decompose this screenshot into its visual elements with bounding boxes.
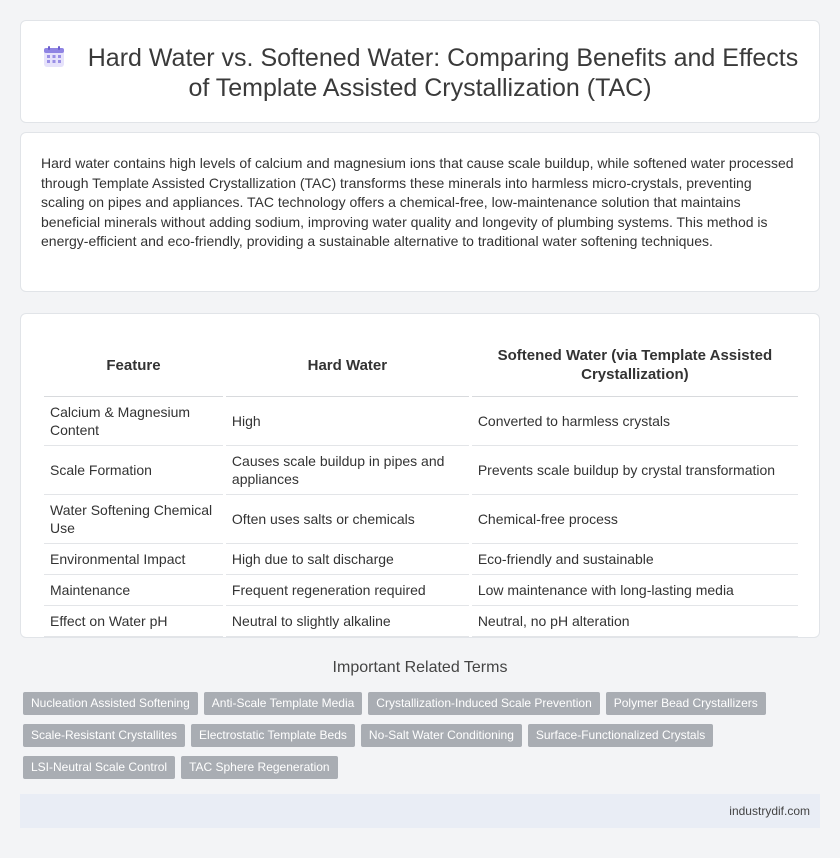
table-cell: Frequent regeneration required <box>226 575 469 606</box>
page-title-wrap <box>21 43 819 103</box>
table-cell: Causes scale buildup in pipes and appliances <box>226 446 469 495</box>
table-cell: Maintenance <box>44 575 223 606</box>
related-term-tag[interactable]: Anti-Scale Template Media <box>204 692 363 715</box>
related-term-tag[interactable]: Electrostatic Template Beds <box>191 724 355 747</box>
table-cell: Converted to harmless crystals <box>472 397 798 446</box>
table-row <box>44 495 798 544</box>
comparison-table-card <box>20 313 820 638</box>
table-row <box>44 397 798 446</box>
table-cell: Prevents scale buildup by crystal transformation <box>472 446 798 495</box>
table-cell: Often uses salts or chemicals <box>226 495 469 544</box>
table-header-row <box>44 334 798 397</box>
table-row <box>44 575 798 606</box>
calendar-icon <box>42 45 66 69</box>
header-feature: Feature <box>44 334 223 397</box>
table-cell: Chemical-free process <box>472 495 798 544</box>
related-terms-title: Important Related Terms <box>332 659 508 676</box>
table-cell: High <box>226 397 469 446</box>
table-cell: Low maintenance with long-lasting media <box>472 575 798 606</box>
title-card <box>20 20 820 123</box>
related-term-tag[interactable]: Scale-Resistant Crystallites <box>23 724 185 747</box>
page-title: Hard Water vs. Softened Water: Comparing Benefits and Effects of Template Assisted Crystallization (TAC) <box>87 44 799 102</box>
related-term-tag[interactable]: LSI-Neutral Scale Control <box>23 756 175 779</box>
related-term-tag[interactable]: Crystallization-Induced Scale Prevention <box>368 692 599 715</box>
table-cell: Environmental Impact <box>44 544 223 575</box>
related-term-tag[interactable]: Nucleation Assisted Softening <box>23 692 198 715</box>
table-row <box>44 606 798 637</box>
table-row <box>44 446 798 495</box>
table-cell: Water Softening Chemical Use <box>44 495 223 544</box>
table-cell: Neutral to slightly alkaline <box>226 606 469 637</box>
table-cell: Eco-friendly and sustainable <box>472 544 798 575</box>
footer-bar <box>20 794 820 828</box>
table-cell: Scale Formation <box>44 446 223 495</box>
comparison-table <box>41 334 801 637</box>
table-cell: Calcium & Magnesium Content <box>44 397 223 446</box>
footer-site-link[interactable]: industrydif.com <box>729 804 810 818</box>
header-softened-water: Softened Water (via Template Assisted Crystallization) <box>472 334 798 397</box>
related-term-tag[interactable]: No-Salt Water Conditioning <box>361 724 522 747</box>
related-terms-list <box>23 692 803 788</box>
related-term-tag[interactable]: TAC Sphere Regeneration <box>181 756 338 779</box>
table-row <box>44 544 798 575</box>
table-cell: High due to salt discharge <box>226 544 469 575</box>
related-term-tag[interactable]: Polymer Bead Crystallizers <box>606 692 766 715</box>
related-term-tag[interactable]: Surface-Functionalized Crystals <box>528 724 713 747</box>
header-hard-water: Hard Water <box>226 334 469 397</box>
table-cell: Neutral, no pH alteration <box>472 606 798 637</box>
table-cell: Effect on Water pH <box>44 606 223 637</box>
intro-card <box>20 132 820 292</box>
intro-paragraph: Hard water contains high levels of calcium and magnesium ions that cause scale buildup, while softened water processed through Template Assisted Crystallization (TAC) transforms these minerals into harmless micro-crystals, preventing scaling on pipes and appliances. TAC technology offers a chemical-free, low-maintenance solution that maintains beneficial minerals without adding sodium, improving water quality and longevity of plumbing systems. This method is energy-efficient and eco-friendly, providing a sustainable alternative to traditional water softening techniques. <box>41 155 794 249</box>
